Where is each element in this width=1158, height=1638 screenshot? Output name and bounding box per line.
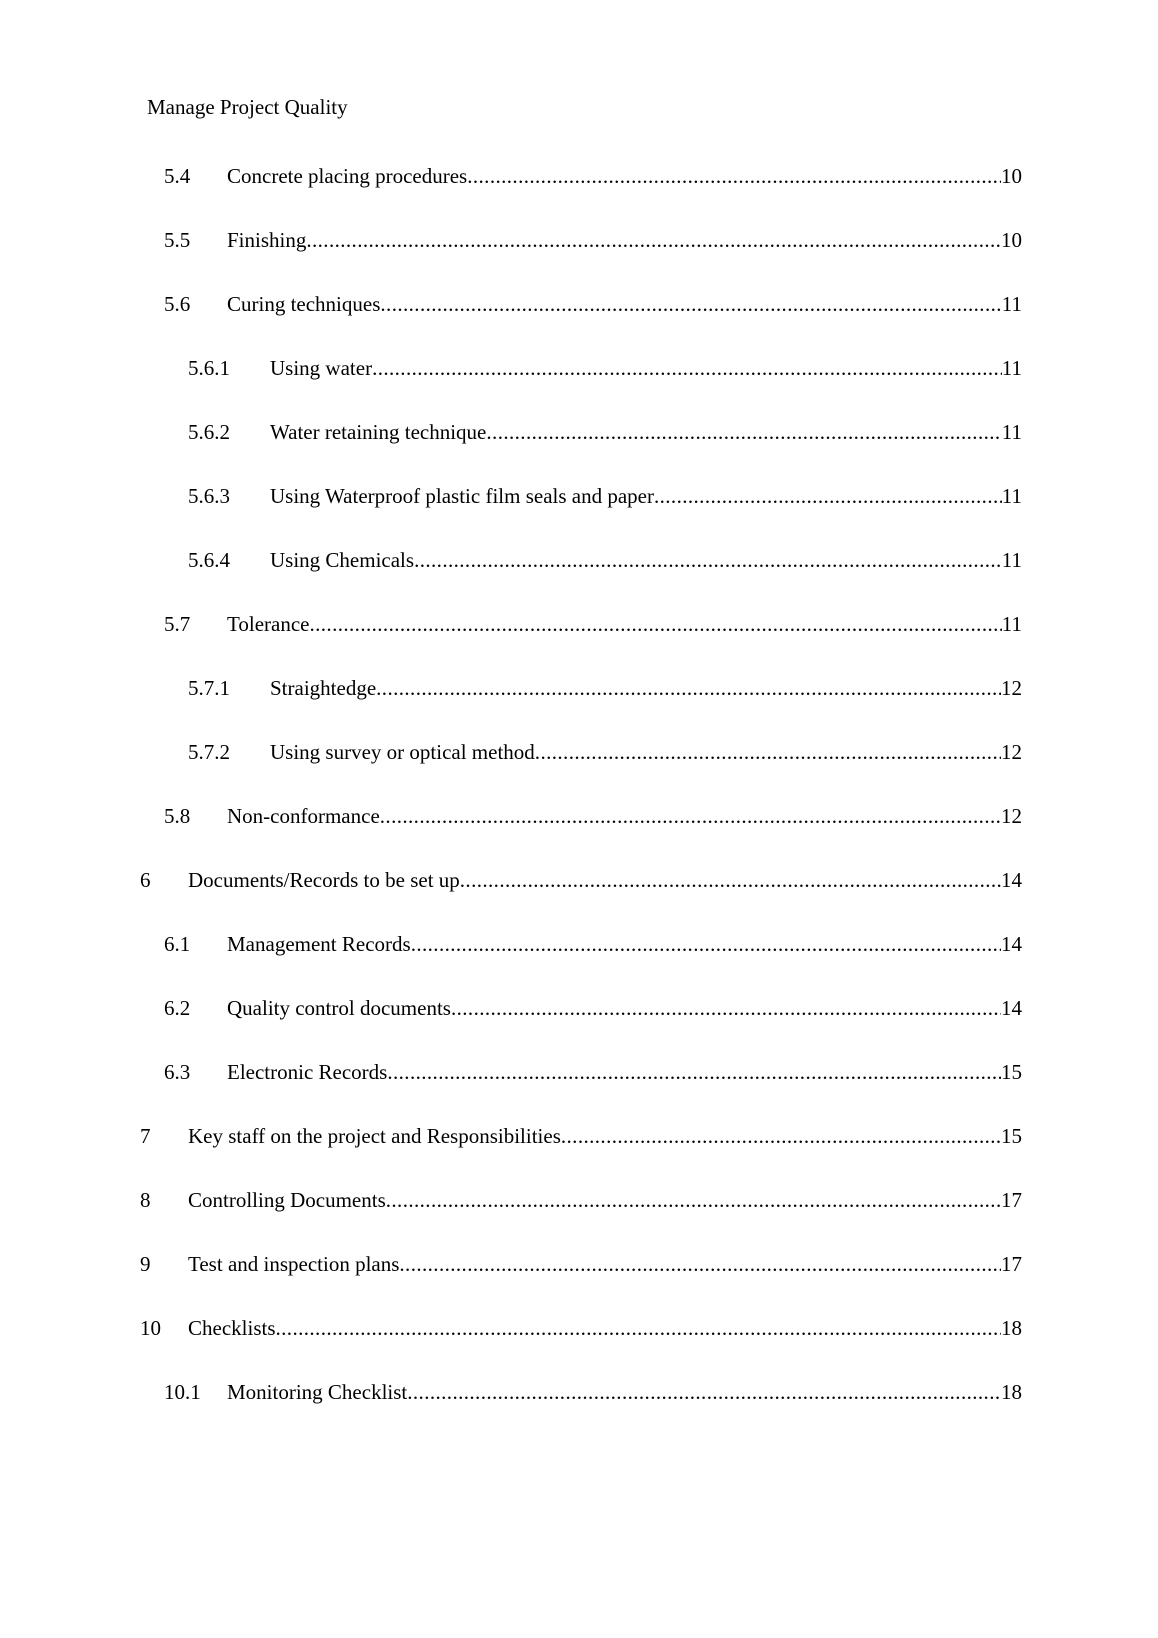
toc-entry-5-6-1[interactable]: [188, 354, 1022, 382]
toc-entry-number: 5.7.2: [188, 740, 230, 764]
toc-entry-5-6-3[interactable]: [188, 482, 1022, 510]
toc-entry-6-3[interactable]: [164, 1058, 1022, 1086]
toc-entry-10-1[interactable]: [164, 1378, 1022, 1406]
toc-dot-leader: [376, 674, 1001, 702]
toc-entry-9[interactable]: [140, 1250, 1022, 1278]
toc-entry-5-7[interactable]: [164, 610, 1022, 638]
toc-entry-title: Tolerance: [227, 612, 310, 636]
toc-entry-page: 12: [1001, 676, 1022, 700]
toc-entry-7[interactable]: [140, 1122, 1022, 1150]
toc-entry-5-4[interactable]: [164, 162, 1022, 190]
toc-entry-title: Checklists: [188, 1316, 276, 1340]
toc-entry-5-6-2[interactable]: [188, 418, 1022, 446]
toc-entry-title: Curing techniques: [227, 292, 381, 316]
toc-entry-page: 10: [1001, 228, 1022, 252]
toc-entry-page: 15: [1001, 1060, 1022, 1084]
toc-entry-page: 11: [1001, 356, 1022, 380]
toc-entry-title: Concrete placing procedures: [227, 164, 468, 188]
toc-entry-page: 11: [1001, 420, 1022, 444]
toc-entry-title: Key staff on the project and Responsibilities: [188, 1124, 561, 1148]
toc-entry-title: Monitoring Checklist: [227, 1380, 408, 1404]
toc-entry-5-7-1[interactable]: [188, 674, 1022, 702]
toc-entry-5-8[interactable]: [164, 802, 1022, 830]
toc-entry-title: Finishing: [227, 228, 307, 252]
toc-entry-number: 6.1: [164, 932, 191, 956]
toc-dot-leader: [535, 738, 1001, 766]
toc-entry-number: 5.6.2: [188, 420, 230, 444]
toc-entry-page: 14: [1001, 868, 1022, 892]
toc-dot-leader: [411, 930, 1001, 958]
toc-dot-leader: [387, 1058, 1001, 1086]
toc-entry-title: Test and inspection plans: [188, 1252, 400, 1276]
toc-entry-title: Electronic Records: [227, 1060, 388, 1084]
toc-entry-5-6[interactable]: [164, 290, 1022, 318]
toc-dot-leader: [399, 1250, 1001, 1278]
toc-dot-leader: [386, 1186, 1001, 1214]
toc-entry-5-5[interactable]: [164, 226, 1022, 254]
toc-dot-leader: [451, 994, 1001, 1022]
toc-entry-5-6-4[interactable]: [188, 546, 1022, 574]
toc-entry-title: Straightedge: [270, 676, 377, 700]
toc-entry-page: 15: [1001, 1124, 1022, 1148]
toc-entry-number: 5.6.3: [188, 484, 230, 508]
toc-entry-number: 5.6: [164, 292, 191, 316]
toc-dot-leader: [561, 1122, 1001, 1150]
toc-entry-title: Documents/Records to be set up: [188, 868, 460, 892]
toc-entry-page: 11: [1001, 548, 1022, 572]
toc-entry-title: Using water: [270, 356, 373, 380]
toc-entry-title: Management Records: [227, 932, 411, 956]
toc-entry-number: 5.8: [164, 804, 191, 828]
toc-entry-title: Using Chemicals: [270, 548, 415, 572]
toc-entry-number: 8: [140, 1188, 151, 1212]
toc-entry-page: 11: [1001, 612, 1022, 636]
toc-entry-number: 7: [140, 1124, 151, 1148]
toc-entry-page: 12: [1001, 804, 1022, 828]
toc-dot-leader: [309, 610, 1001, 638]
toc-dot-leader: [276, 1314, 1002, 1342]
toc-entry-page: 17: [1001, 1252, 1022, 1276]
toc-dot-leader: [372, 354, 1002, 382]
toc-entry-10[interactable]: [140, 1314, 1022, 1342]
toc-entry-number: 10: [140, 1316, 161, 1340]
toc-entry-number: 9: [140, 1252, 151, 1276]
toc-dot-leader: [654, 482, 1002, 510]
toc-entry-title: Water retaining technique: [270, 420, 487, 444]
toc-entry-page: 18: [1001, 1316, 1022, 1340]
toc-entry-number: 5.7.1: [188, 676, 230, 700]
toc-entry-page: 14: [1001, 932, 1022, 956]
toc-dot-leader: [306, 226, 1001, 254]
toc-entry-page: 11: [1001, 484, 1022, 508]
toc-entry-page: 14: [1001, 996, 1022, 1020]
toc-entry-title: Quality control documents: [227, 996, 451, 1020]
toc-entry-title: Using survey or optical method: [270, 740, 535, 764]
toc-dot-leader: [380, 290, 1001, 318]
toc-entry-number: 6.2: [164, 996, 191, 1020]
toc-dot-leader: [460, 866, 1001, 894]
toc-entry-number: 6.3: [164, 1060, 191, 1084]
toc-dot-leader: [414, 546, 1002, 574]
toc-entry-title: Controlling Documents: [188, 1188, 386, 1212]
toc-entry-5-7-2[interactable]: [188, 738, 1022, 766]
toc-entry-page: 18: [1001, 1380, 1022, 1404]
toc-entry-8[interactable]: [140, 1186, 1022, 1214]
toc-entry-number: 5.5: [164, 228, 191, 252]
toc-entry-number: 5.6.1: [188, 356, 230, 380]
toc-dot-leader: [380, 802, 1001, 830]
toc-dot-leader: [467, 162, 1001, 190]
toc-dot-leader: [407, 1378, 1001, 1406]
toc-entry-number: 6: [140, 868, 151, 892]
toc-entry-number: 10.1: [164, 1380, 201, 1404]
toc-entry-title: Using Waterproof plastic film seals and paper: [270, 484, 654, 508]
toc-entry-number: 5.6.4: [188, 548, 230, 572]
toc-entry-page: 11: [1001, 292, 1022, 316]
toc-dot-leader: [486, 418, 1001, 446]
toc-entry-number: 5.4: [164, 164, 191, 188]
toc-entry-6[interactable]: [140, 866, 1022, 894]
toc-entry-6-2[interactable]: [164, 994, 1022, 1022]
toc-entry-page: 10: [1001, 164, 1022, 188]
running-header: Manage Project Quality: [147, 95, 348, 119]
toc-entry-number: 5.7: [164, 612, 191, 636]
toc-entry-6-1[interactable]: [164, 930, 1022, 958]
toc-entry-title: Non-conformance: [227, 804, 380, 828]
toc-entry-page: 12: [1001, 740, 1022, 764]
toc-entry-page: 17: [1001, 1188, 1022, 1212]
